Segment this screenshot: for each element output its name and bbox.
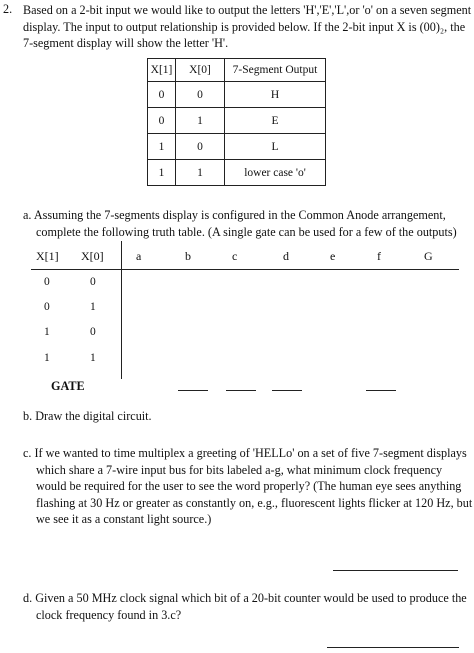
part-c-line-5: we see it as a constant light source.): [36, 512, 212, 526]
truth-header-d: d: [283, 249, 289, 263]
part-c-line-2: which share a 7-wire input bus for bits labeled a-g, what minimum clock frequency: [36, 462, 443, 477]
gate-answer-blank[interactable]: [366, 390, 396, 391]
part-d-line-2: clock frequency found in 3.c?: [36, 607, 182, 622]
truth-cell: 1: [90, 301, 96, 313]
truth-cell: 0: [44, 301, 50, 313]
part-b-text: b. Draw the digital circuit.: [23, 409, 152, 423]
table-header-x1: X[1]: [148, 59, 176, 82]
gate-label: GATE: [51, 379, 85, 393]
table-cell: E: [225, 108, 326, 134]
table-cell: 0: [176, 82, 225, 108]
table-cell: 1: [176, 160, 225, 186]
table-cell: L: [225, 134, 326, 160]
truth-cell: 1: [90, 352, 96, 364]
truth-header-g: G: [424, 249, 433, 263]
part-c-answer-blank[interactable]: [333, 570, 458, 571]
table-cell: 0: [148, 82, 176, 108]
question-line-2: display. The input to output relationship is provided below. If the 2-bit input X is (00)₂, the: [23, 19, 466, 34]
table-header-x0: X[0]: [176, 59, 225, 82]
part-c-line-1: c. If we wanted to time multiplex a greeting of 'HELLo' on a set of five 7-segment displays: [23, 446, 467, 460]
part-c-line-3: would be required for the user to see the word properly? (The human eye sees anything: [36, 479, 462, 493]
input-output-table: [147, 58, 326, 186]
truth-cell: 0: [44, 276, 50, 288]
truth-header-x1: X[1]: [36, 249, 59, 263]
truth-header-b: b: [185, 249, 191, 263]
table-row: [148, 108, 326, 134]
part-d-line-1: d. Given a 50 MHz clock signal which bit of a 20-bit counter would be used to produce the: [23, 591, 467, 605]
table-row: [148, 134, 326, 160]
gate-answer-blank[interactable]: [272, 390, 302, 391]
question-line-3: 7-segment display will show the letter 'H'.: [23, 36, 229, 50]
truth-cell: 0: [90, 276, 96, 288]
truth-table-divider: [121, 241, 122, 379]
truth-header-x0: X[0]: [81, 249, 104, 263]
truth-header-a: a: [136, 249, 142, 263]
table-cell: 0: [148, 108, 176, 134]
table-cell: H: [225, 82, 326, 108]
truth-header-e: e: [330, 249, 336, 263]
gate-answer-blank[interactable]: [226, 390, 256, 391]
truth-cell: 0: [90, 326, 96, 338]
truth-table-header-rule: [31, 269, 459, 270]
gate-answer-blank[interactable]: [178, 390, 208, 391]
truth-header-c: c: [232, 249, 238, 263]
part-a-line-2: complete the following truth table. (A single gate can be used for a few of the outputs): [36, 224, 457, 239]
question-number: 2.: [3, 2, 13, 16]
truth-cell: 1: [44, 352, 50, 364]
truth-cell: 1: [44, 326, 50, 338]
table-cell: 0: [176, 134, 225, 160]
table-cell: 1: [176, 108, 225, 134]
truth-header-f: f: [377, 249, 381, 263]
part-c-line-4: flashing at 30 Hz or greater as constantly on, e.g., fluorescent lights flicker at 120 Hz, but: [36, 495, 473, 510]
table-row: [148, 82, 326, 108]
table-cell: 1: [148, 160, 176, 186]
part-d-answer-blank[interactable]: [327, 647, 459, 648]
table-header-output: 7-Segment Output: [225, 59, 326, 82]
table-cell: 1: [148, 134, 176, 160]
table-cell: lower case 'o': [225, 160, 326, 186]
part-a-line-1: a. Assuming the 7-segments display is configured in the Common Anode arrangement,: [23, 208, 446, 222]
table-row: [148, 160, 326, 186]
question-line-1: Based on a 2-bit input we would like to output the letters 'H','E','L',or 'o' on a seven segment: [23, 3, 472, 17]
